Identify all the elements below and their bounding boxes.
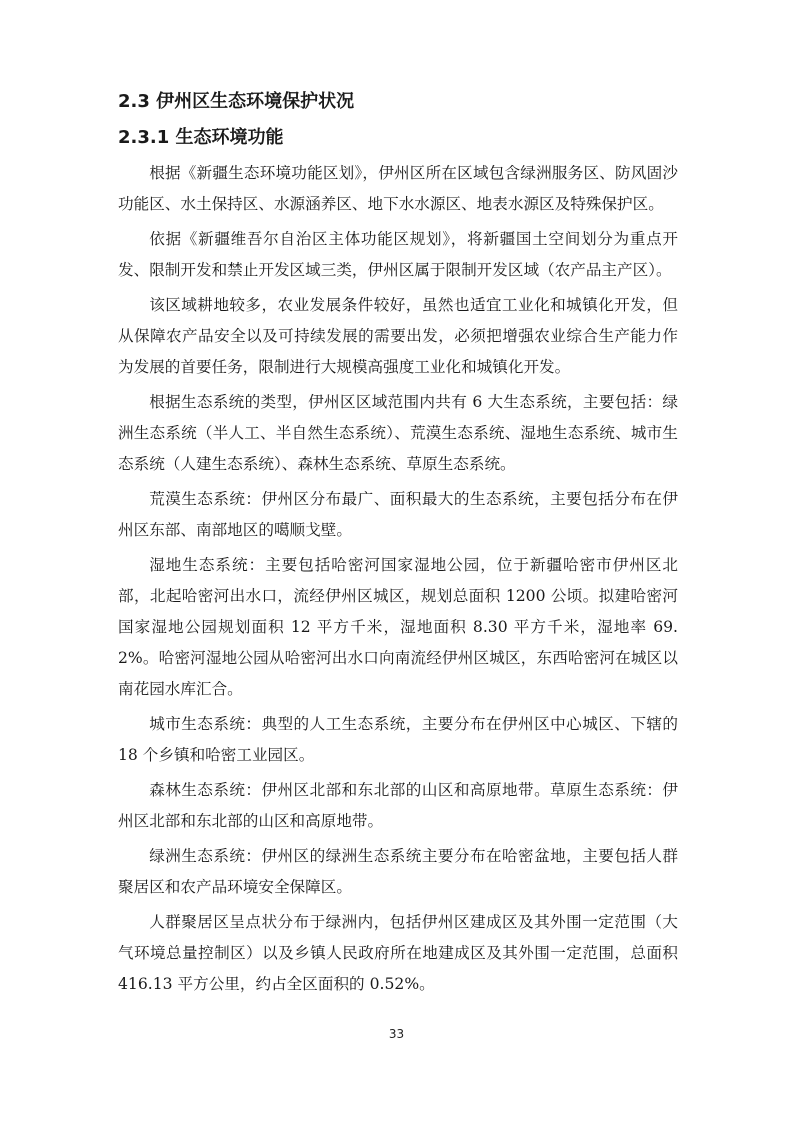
paragraph-ecosystem-types: 根据生态系统的类型，伊州区区域范围内共有 6 大生态系统，主要包括：绿洲生态系统（半人工、半自然生态系统）、荒漠生态系统、湿地生态系统、城市生态系统（人建生态系统）、森林生态系统、草原生态系统。 xyxy=(118,393,678,473)
paragraph-development-limits: 该区域耕地较多，农业发展条件较好，虽然也适宜工业化和城镇化开发，但从保障农产品安全以及可持续发展的需要出发，必须把增强农业综合生产能力作为发展的首要任务，限制进行大规模高强度工业化和城镇化开发。 xyxy=(118,296,678,376)
subsection-heading: 2.3.1 生态环境功能 xyxy=(118,127,284,148)
page-number: 33 xyxy=(388,1027,405,1041)
section-heading: 2.3 伊州区生态环境保护状况 xyxy=(118,91,355,112)
paragraph-oasis-ecosystem: 绿洲生态系统：伊州区的绿洲生态系统主要分布在哈密盆地，主要包括人群聚居区和农产品环境安全保障区。 xyxy=(118,847,678,896)
paragraph-desert-ecosystem: 荒漠生态系统：伊州区分布最广、面积最大的生态系统，主要包括分布在伊州区东部、南部地区的噶顺戈壁。 xyxy=(118,490,678,539)
paragraph-main-function-plan: 依据《新疆维吾尔自治区主体功能区规划》，将新疆国土空间划分为重点开发、限制开发和禁止开发区域三类，伊州区属于限制开发区域（农产品主产区）。 xyxy=(118,230,678,279)
paragraph-urban-ecosystem: 城市生态系统：典型的人工生态系统，主要分布在伊州区中心城区、下辖的 18 个乡镇和哈密工业园区。 xyxy=(118,715,678,764)
paragraph-ecological-zoning: 根据《新疆生态环境功能区划》，伊州区所在区域包含绿洲服务区、防风固沙功能区、水土保持区、水源涵养区、地下水水源区、地表水源区及特殊保护区。 xyxy=(118,164,678,213)
paragraph-settlement-area: 人群聚居区呈点状分布于绿洲内，包括伊州区建成区及其外围一定范围（大气环境总量控制区）以及乡镇人民政府所在地建成区及其外围一定范围，总面积 416.13 平方公里，约占全区面积的 0.52%。 xyxy=(118,913,678,993)
paragraph-forest-grassland-ecosystem: 森林生态系统：伊州区北部和东北部的山区和高原地带。草原生态系统：伊州区北部和东北部的山区和高原地带。 xyxy=(118,781,678,830)
paragraph-wetland-ecosystem: 湿地生态系统：主要包括哈密河国家湿地公园，位于新疆哈密市伊州区北部，北起哈密河出水口，流经伊州区城区，规划总面积 1200 公顷。拟建哈密河国家湿地公园规划面积 12 平方千米，湿地面积 8.30 平方千米，湿地率 69.2%。哈密河湿地公园从哈密河出水口向南流经伊州区城区，东西哈密河在城区以南花园水库汇合。 xyxy=(118,556,678,698)
page-content xyxy=(118,90,678,1004)
